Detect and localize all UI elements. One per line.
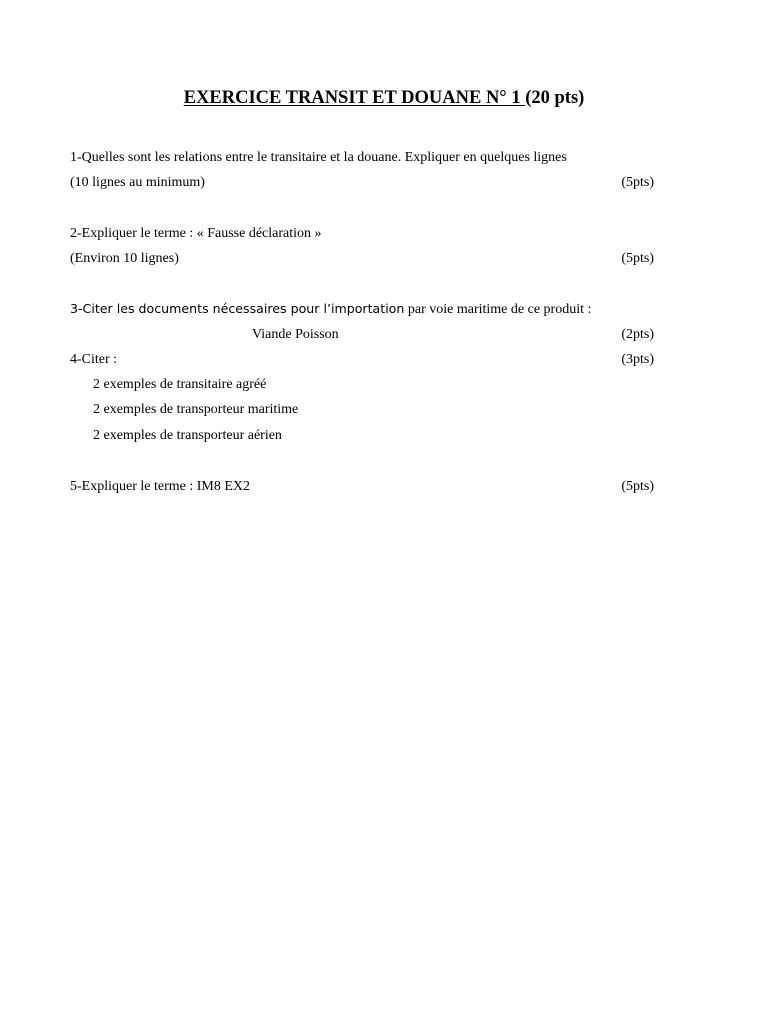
question-4-item bbox=[93, 426, 654, 446]
question-3-text-sans: 3-Citer les documents nécessaires pour l’importation bbox=[70, 301, 405, 316]
question-4-item-text: 2 exemples de transitaire agréé bbox=[93, 377, 267, 392]
title-points: (20 pts) bbox=[525, 88, 585, 108]
question-1-line-1 bbox=[70, 148, 654, 168]
question-4-item-text: 2 exemples de transporteur aérien bbox=[93, 428, 282, 443]
question-1-text: 1-Quelles sont les relations entre le transitaire et la douane. Expliquer en quelques lignes bbox=[70, 150, 567, 165]
title-main: EXERCICE TRANSIT ET DOUANE N° 1 bbox=[183, 88, 526, 108]
question-4-points: (3pts) bbox=[621, 352, 654, 367]
question-4-text: 4-Citer : bbox=[70, 352, 118, 367]
question-3-line-1 bbox=[70, 299, 654, 319]
question-1-points: (5pts) bbox=[621, 175, 654, 190]
question-5-text: 5-Expliquer le terme : IM8 EX2 bbox=[70, 479, 251, 494]
question-1-note: (10 lignes au minimum) bbox=[70, 175, 205, 190]
question-5-line-1 bbox=[70, 477, 654, 497]
question-3-item: Viande Poisson bbox=[252, 327, 339, 342]
question-1-line-2 bbox=[70, 173, 654, 193]
question-2-line-2 bbox=[70, 249, 654, 269]
question-2-points: (5pts) bbox=[621, 251, 654, 266]
page-title bbox=[0, 86, 768, 110]
question-2-note: (Environ 10 lignes) bbox=[70, 251, 179, 266]
question-4-item bbox=[93, 400, 654, 420]
question-4-line-1 bbox=[70, 350, 654, 370]
question-2-line-1 bbox=[70, 224, 654, 244]
question-5-points: (5pts) bbox=[621, 479, 654, 494]
question-4-item-text: 2 exemples de transporteur maritime bbox=[93, 402, 299, 417]
question-3-line-2 bbox=[70, 325, 654, 345]
question-4-item bbox=[93, 375, 654, 395]
question-3-text-rest: par voie maritime de ce produit : bbox=[404, 302, 592, 317]
question-2-text: 2-Expliquer le terme : « Fausse déclaration » bbox=[70, 226, 322, 241]
question-3-points: (2pts) bbox=[621, 327, 654, 342]
